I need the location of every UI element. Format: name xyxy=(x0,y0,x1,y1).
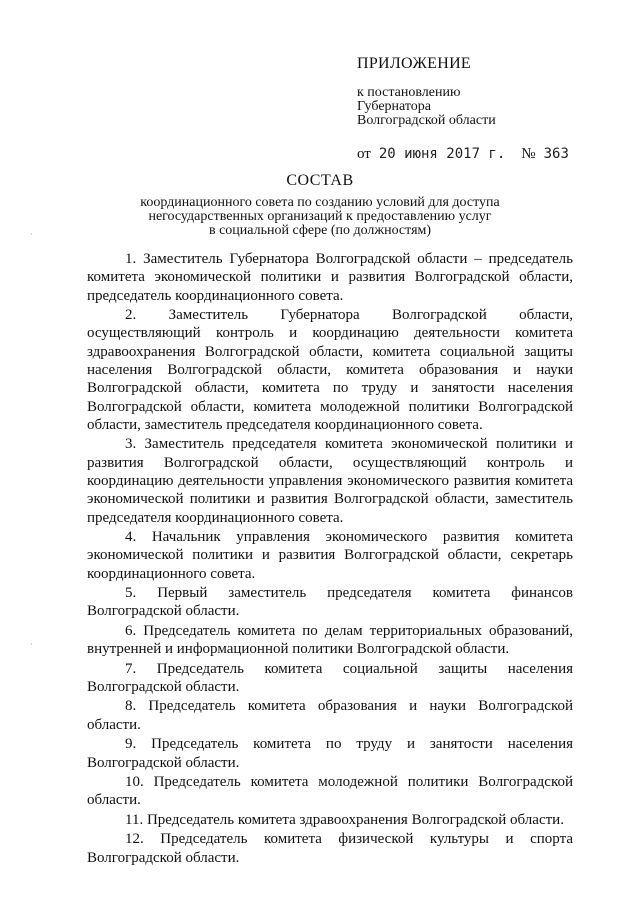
title-block xyxy=(80,171,560,238)
decree-date-line xyxy=(357,145,607,163)
scan-speck: · xyxy=(30,640,33,649)
document-subtitle xyxy=(80,196,560,238)
list-item: 5. Первый заместитель председателя комитета финансов Волгоградской области. xyxy=(87,585,573,620)
appendix-ref-line: Волгоградской области xyxy=(357,113,496,128)
member-list xyxy=(87,250,573,868)
list-item: 9. Председатель комитета по труду и занятости населения Волгоградской области. xyxy=(87,736,573,771)
list-item: 10. Председатель комитета молодежной политики Волгоградской области. xyxy=(87,774,573,809)
list-item: 4. Начальник управления экономического развития комитета экономической политики и развития Волгоградской области, секретарь координационного совета. xyxy=(87,529,573,582)
list-item: 1. Заместитель Губернатора Волгоградской области – председатель комитета экономической политики и развития Волгоградской области, председатель координационного совета. xyxy=(87,251,573,304)
appendix-reference xyxy=(357,86,607,128)
appendix-block xyxy=(357,54,607,163)
list-item: 7. Председатель комитета социальной защиты населения Волгоградской области. xyxy=(87,660,573,695)
subtitle-line: координационного совета по созданию условий для доступа xyxy=(140,195,500,210)
list-item: 12. Председатель комитета физической культуры и спорта Волгоградской области. xyxy=(87,831,573,866)
subtitle-line: негосударственных организаций к предоставлению услуг xyxy=(148,209,492,224)
list-item: 8. Председатель комитета образования и науки Волгоградской области. xyxy=(87,698,573,733)
list-item: 11. Председатель комитета здравоохранения Волгоградской области. xyxy=(125,811,564,828)
scan-speck: · xyxy=(30,230,33,239)
appendix-ref-line: Губернатора xyxy=(357,99,432,114)
date-prefix: от xyxy=(357,146,371,162)
decree-number: 363 xyxy=(543,146,569,162)
list-item: 3. Заместитель председателя комитета экономической политики и развития Волгоградской области, осуществляющий контроль и координацию деятельности управления экономического развития комитета экономической политики и развития Волгоградской области, заместитель председателя координационного совета. xyxy=(87,436,573,526)
subtitle-line: в социальной сфере (по должностям) xyxy=(208,223,432,238)
decree-date: 20 июня 2017 г. xyxy=(378,146,506,162)
appendix-heading: ПРИЛОЖЕНИЕ xyxy=(357,55,472,72)
appendix-ref-line: к постановлению xyxy=(357,85,461,100)
number-sign: № xyxy=(521,146,536,162)
document-title: СОСТАВ xyxy=(286,172,354,189)
list-item: 2. Заместитель Губернатора Волгоградской области, осуществляющий контроль и координацию деятельности комитета здравоохранения Волгоградской области, комитета социальной защиты населения Волгоградской области, комитета образования и науки Волгоградской области, комитета по труду и занятости населения Волгоградской области, комитета молодежной политики Волгоградской области, заместитель председателя координационного совета. xyxy=(87,307,573,433)
list-item: 6. Председатель комитета по делам территориальных образований, внутренней и информационной политики Волгоградской области. xyxy=(87,622,573,658)
